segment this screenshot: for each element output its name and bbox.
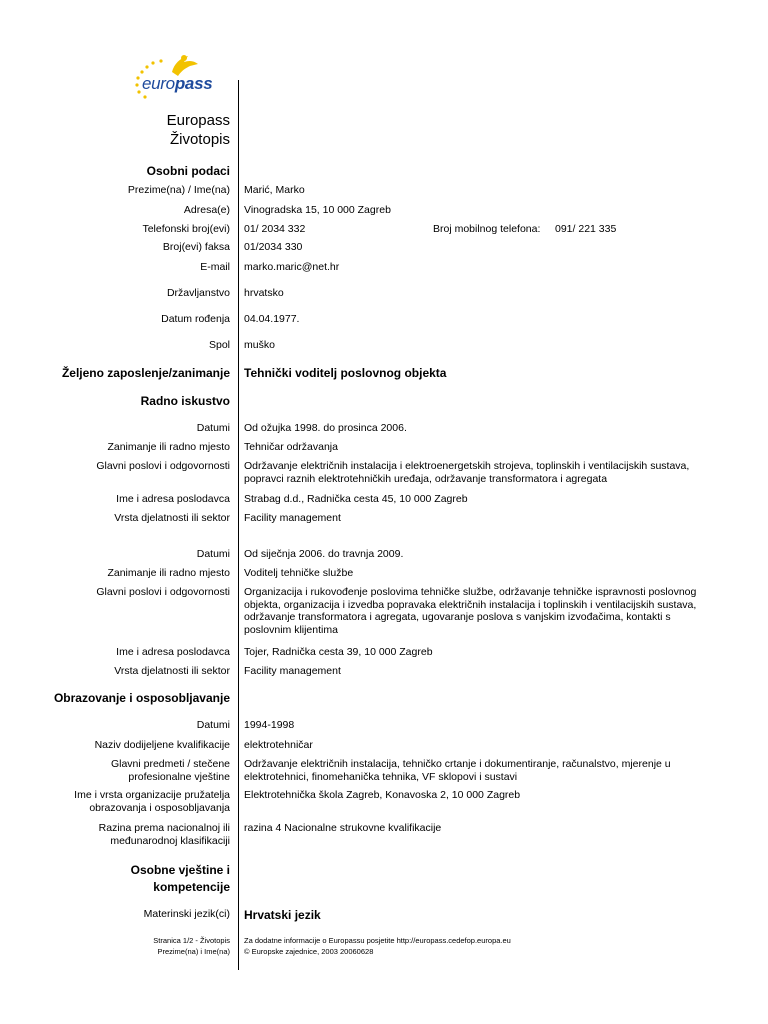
edu-organisation-value: Elektrotehnička škola Zagreb, Konavoska 2, 10 000 Zagreb bbox=[244, 789, 521, 801]
job1-sector-label: Vrsta djelatnosti ili sektor bbox=[114, 512, 230, 524]
job1-dates-label: Datumi bbox=[196, 422, 230, 434]
birthdate-value: 04.04.1977. bbox=[244, 313, 300, 325]
section-personal: Osobni podaci bbox=[146, 164, 230, 178]
job2-employer-label: Ime i adresa poslodavca bbox=[116, 646, 230, 658]
europass-logo bbox=[128, 52, 224, 100]
column-divider bbox=[238, 80, 239, 970]
job2-sector-label: Vrsta djelatnosti ili sektor bbox=[114, 665, 230, 677]
job2-occupation-label: Zanimanje ili radno mjesto bbox=[107, 567, 230, 579]
job1-duties-label: Glavni poslovi i odgovornosti bbox=[96, 460, 230, 472]
name-label: Prezime(na) / Ime(na) bbox=[127, 184, 230, 196]
job1-employer-label: Ime i adresa poslodavca bbox=[116, 493, 230, 505]
edu-level-label-1: Razina prema nacionalnoj ili bbox=[98, 822, 230, 834]
job2-occupation-value: Voditelj tehničke službe bbox=[244, 567, 354, 579]
cv-title: Europass bbox=[166, 112, 230, 129]
edu-organisation-label-2: obrazovanja i osposobljavanja bbox=[89, 802, 230, 814]
name-value: Marić, Marko bbox=[244, 184, 305, 196]
section-skills-2: kompetencije bbox=[153, 880, 230, 894]
job1-occupation-label: Zanimanje ili radno mjesto bbox=[107, 441, 230, 453]
job2-sector-value: Facility management bbox=[244, 665, 341, 677]
job1-duties-value: Održavanje električnih instalacija i elektroenergetskih strojeva, toplinskih i ventilacijskih sustava, popravci raznih elektrotehničkih uređaja, održavanje transformatora i agregata bbox=[244, 460, 690, 485]
phone-label: Telefonski broj(evi) bbox=[142, 223, 230, 235]
edu-subjects-label-1: Glavni predmeti / stečene bbox=[110, 758, 230, 770]
job1-dates-value: Od ožujka 1998. do prosinca 2006. bbox=[244, 422, 407, 434]
logo-text-euro: euro bbox=[142, 74, 175, 93]
section-skills-1: Osobne vještine i bbox=[130, 863, 230, 877]
mobile-label: Broj mobilnog telefona: bbox=[433, 223, 541, 235]
edu-level-label-2: međunarodnoj klasifikaciji bbox=[110, 835, 230, 847]
edu-organisation-label-1: Ime i vrsta organizacije pružatelja bbox=[74, 789, 230, 801]
edu-dates-value: 1994-1998 bbox=[244, 719, 295, 731]
job1-employer-value: Strabag d.d., Radnička cesta 45, 10 000 Zagreb bbox=[244, 493, 468, 505]
email-label: E-mail bbox=[200, 261, 230, 273]
job2-duties-label: Glavni poslovi i odgovornosti bbox=[96, 586, 230, 598]
job2-dates-label: Datumi bbox=[196, 548, 230, 560]
footer-info: Za dodatne informacije o Europassu posjetite http://europass.cedefop.europa.eu bbox=[244, 936, 511, 945]
mother-tongue-value: Hrvatski jezik bbox=[244, 908, 321, 922]
job2-duties-value: Organizacija i rukovođenje poslovima tehničke službe, održavanje tehničke ispravnosti poslovnog objekta, organizacija i izvedba popravaka električnih instalacija i toplinskih i ventilacijskih sustava, održavanje transformatora i agregata, ugovaranje poslova s vanjskim izvođačima, kontakti s poslovnim klijentima bbox=[244, 586, 697, 636]
section-work-experience: Radno iskustvo bbox=[140, 394, 230, 408]
edu-level-value: razina 4 Nacionalne strukovne kvalifikacije bbox=[244, 822, 442, 834]
birthdate-label: Datum rođenja bbox=[161, 313, 230, 325]
edu-qualification-label: Naziv dodijeljene kvalifikacije bbox=[94, 739, 230, 751]
address-value: Vinogradska 15, 10 000 Zagreb bbox=[244, 204, 391, 216]
desired-employment-value: Tehnički voditelj poslovnog objekta bbox=[244, 366, 447, 380]
footer-page-label: Stranica 1/2 - Životopis bbox=[153, 936, 230, 945]
edu-subjects-value: Održavanje električnih instalacija, tehničko crtanje i dokumentiranje, računalstvo, mjerenje u elektrotehnici, finomehanička tehnika, VF sklopovi i sustavi bbox=[244, 758, 671, 783]
edu-dates-label: Datumi bbox=[196, 719, 230, 731]
fax-value: 01/2034 330 bbox=[244, 241, 303, 253]
footer-name-label: Prezime(na) i Ime(na) bbox=[157, 947, 230, 956]
phone-value: 01/ 2034 332 bbox=[244, 223, 306, 235]
job2-employer-value: Tojer, Radnička cesta 39, 10 000 Zagreb bbox=[244, 646, 433, 658]
email-value[interactable]: marko.maric@net.hr bbox=[244, 261, 340, 273]
job1-occupation-value: Tehničar održavanja bbox=[244, 441, 338, 453]
mother-tongue-label: Materinski jezik(ci) bbox=[143, 908, 230, 920]
fax-label: Broj(evi) faksa bbox=[162, 241, 230, 253]
address-label: Adresa(e) bbox=[183, 204, 230, 216]
gender-value: muško bbox=[244, 339, 275, 351]
logo-text-pass: pass bbox=[174, 74, 213, 93]
edu-subjects-label-2: profesionalne vještine bbox=[128, 771, 230, 783]
section-education: Obrazovanje i osposobljavanje bbox=[53, 691, 230, 705]
desired-employment-label: Željeno zaposlenje/zanimanje bbox=[61, 366, 230, 380]
edu-qualification-value: elektrotehničar bbox=[244, 739, 313, 751]
nationality-label: Državljanstvo bbox=[166, 287, 230, 299]
footer-copyright: © Europske zajednice, 2003 20060628 bbox=[244, 947, 374, 956]
job2-dates-value: Od siječnja 2006. do travnja 2009. bbox=[244, 548, 404, 560]
gender-label: Spol bbox=[208, 339, 230, 351]
mobile-value: 091/ 221 335 bbox=[555, 223, 617, 235]
nationality-value: hrvatsko bbox=[244, 287, 284, 299]
cv-subtitle: Životopis bbox=[169, 131, 230, 148]
job1-sector-value: Facility management bbox=[244, 512, 341, 524]
